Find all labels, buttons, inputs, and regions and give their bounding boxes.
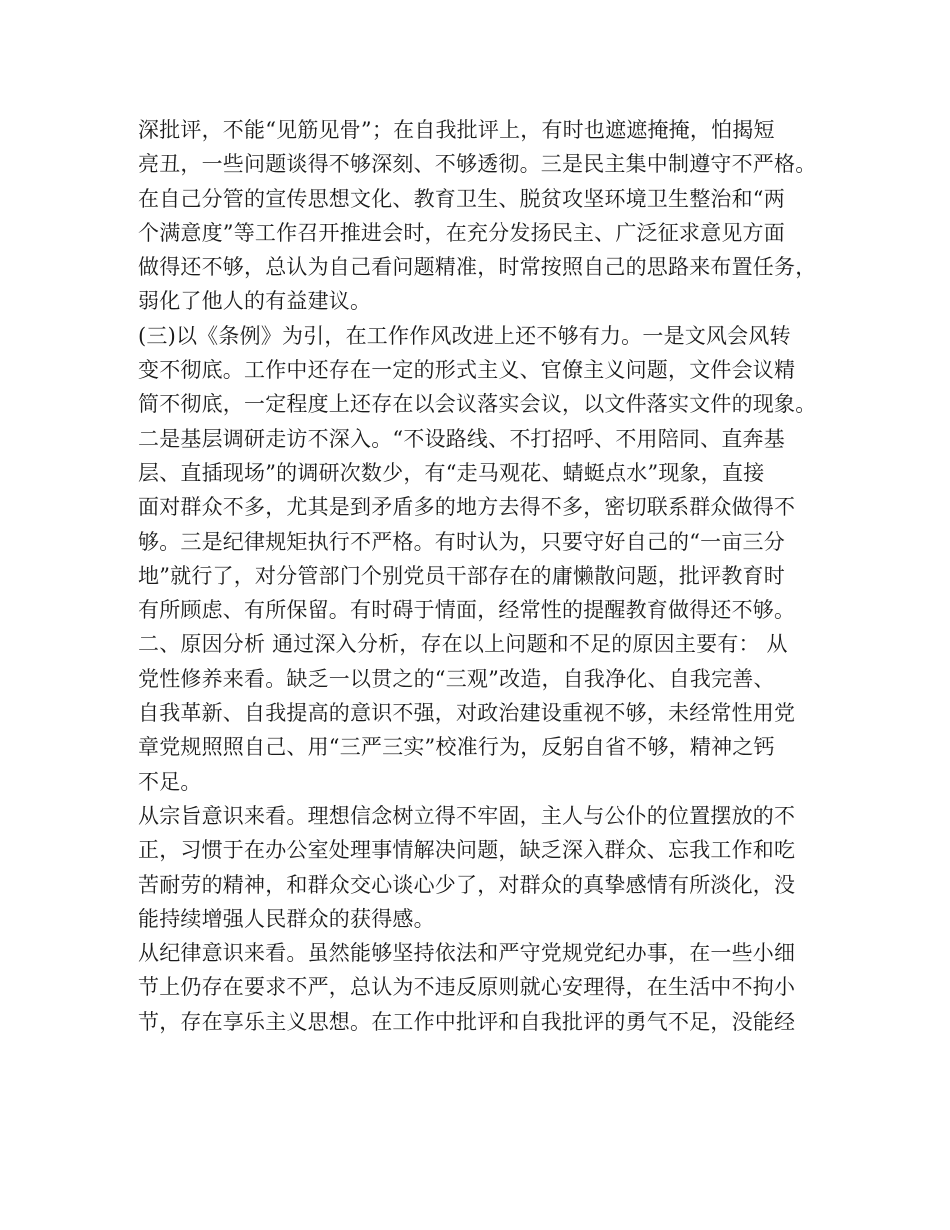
text-line: 地”就行了，对分管部门个别党员干部存在的庸懒散问题，批评教育时 — [138, 563, 785, 588]
text-line: 面对群众不多，尤其是到矛盾多的地方去得不多，密切联系群众做得不 — [138, 495, 796, 520]
text-line: 弱化了他人的有益建议。 — [138, 289, 372, 314]
text-line: 苦耐劳的精神，和群众交心谈心少了，对群众的真挚感情有所淡化，没 — [138, 872, 796, 897]
text-line: 层、直插现场”的调研次数少，有“走马观花、蜻蜓点水”现象，直接 — [138, 460, 765, 485]
text-line: 不足。 — [138, 769, 202, 794]
text-line: 党性修养来看。缺乏一以贯之的“三观”改造，自我净化、自我完善、 — [138, 666, 775, 691]
text-line: 亮丑，一些问题谈得不够深刻、不够透彻。三是民主集中制遵守不严格。 — [138, 152, 817, 177]
text-line: 有所顾虑、有所保留。有时碍于情面，经常性的提醒教育做得还不够。 — [138, 598, 796, 623]
text-line: 章党规照照自己、用“三严三实”校准行为，反躬自省不够，精神之钙 — [138, 735, 775, 760]
section-heading-line: (三)以《条例》为引，在工作作风改进上还不够有力。一是文风会风转 — [138, 323, 791, 348]
text-line: 简不彻底，一定程度上还存在以会议落实会议，以文件落实文件的现象。 — [138, 392, 817, 417]
text-line: 自我革新、自我提高的意识不强，对政治建设重视不够，未经常性用党 — [138, 701, 796, 726]
text-line: 节，存在享乐主义思想。在工作中批评和自我批评的勇气不足，没能经 — [138, 1009, 796, 1034]
text-line: 能持续增强人民群众的获得感。 — [138, 906, 435, 931]
text-line: 正，习惯于在办公室处理事情解决问题，缺乏深入群众、忘我工作和吃 — [138, 838, 796, 863]
text-line: 从宗旨意识来看。理想信念树立得不牢固，主人与公仆的位置摆放的不 — [138, 803, 796, 828]
body-text — [138, 113, 838, 1039]
text-line: 变不彻底。工作中还存在一定的形式主义、官僚主义问题，文件会议精 — [138, 358, 796, 383]
text-line: 够。三是纪律规矩执行不严格。有时认为，只要守好自己的“一亩三分 — [138, 529, 785, 554]
text-line: 节上仍存在要求不严，总认为不违反原则就心安理得，在生活中不拘小 — [138, 975, 796, 1000]
text-line: 从纪律意识来看。虽然能够坚持依法和严守党规党纪办事，在一些小细 — [138, 941, 796, 966]
section-heading-line: 二、原因分析 通过深入分析，存在以上问题和不足的原因主要有： 从 — [138, 632, 788, 657]
text-line: 二是基层调研走访不深入。“不设路线、不打招呼、不用陪同、直奔基 — [138, 426, 785, 451]
text-line: 在自己分管的宣传思想文化、教育卫生、脱贫攻坚环境卫生整治和“两 — [138, 186, 785, 211]
text-line: 做得还不够，总认为自己看问题精准，时常按照自己的思路来布置任务， — [138, 255, 817, 280]
text-line: 深批评，不能“见筋见骨”；在自我批评上，有时也遮遮掩掩，怕揭短 — [138, 118, 775, 142]
text-line: 个满意度”等工作召开推进会时，在充分发扬民主、广泛征求意见方面 — [138, 220, 785, 245]
